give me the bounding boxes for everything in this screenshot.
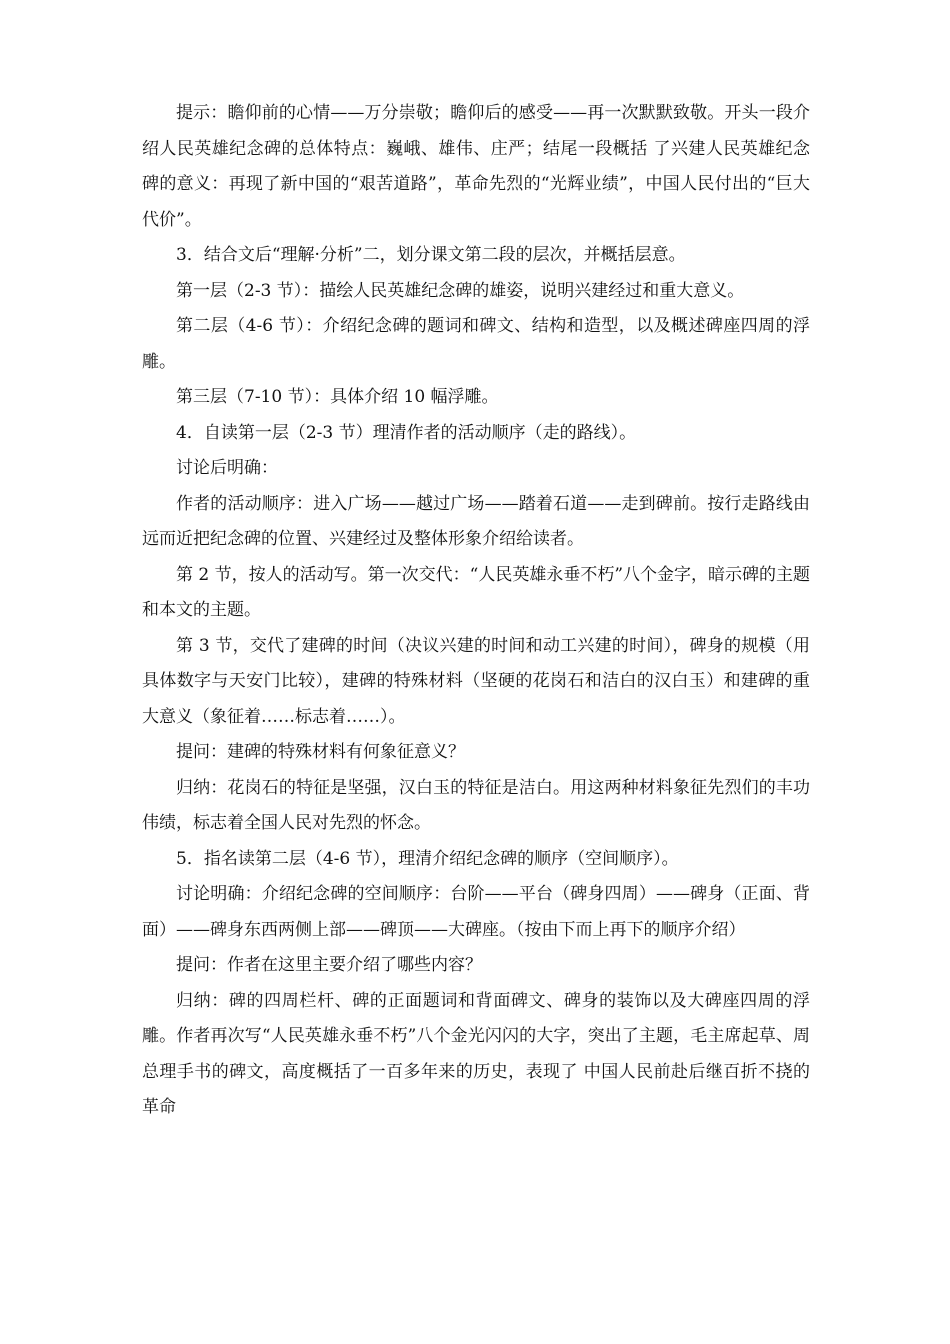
paragraph-layer-2: 第二层（4-6 节）：介绍纪念碑的题词和碑文、结构和造型，以及概述碑座四周的浮雕。 (142, 316, 810, 372)
paragraph-discussion-heading: 讨论后明确： (176, 458, 278, 478)
paragraph-spatial-order: 讨论明确：介绍纪念碑的空间顺序：台阶——平台（碑身四周）——碑身（正面、背面）——碑身东西两侧上部——碑顶——大碑座。（按由下而上再下的顺序介绍） (142, 884, 810, 940)
paragraph-question-5: 5．指名读第二层（4-6 节），理清介绍纪念碑的顺序（空间顺序）。 (176, 848, 679, 869)
paragraph-layer-3: 第三层（7-10 节）：具体介绍 10 幅浮雕。 (176, 387, 499, 407)
document-body (142, 96, 810, 1126)
paragraph-section-2: 第 2 节，按人的活动写。第一次交代：“人民英雄永垂不朽”八个金字，暗示碑的主题和本文的主题。 (142, 564, 811, 620)
paragraph-section-3: 第 3 节，交代了建碑的时间（决议兴建的时间和动工兴建的时间），碑身的规模（用具体数字与天安门比较），建碑的特殊材料（坚硬的花岗石和洁白的汉白玉）和建碑的重大意义（象征着……标志着……）。 (142, 635, 810, 727)
paragraph-question-4: 4．自读第一层（2-3 节）理清作者的活动顺序（走的路线）。 (176, 422, 637, 443)
paragraph-summary-material: 归纳：花岗石的特征是坚强，汉白玉的特征是洁白。用这两种材料象征先烈们的丰功伟绩，标志着全国人民对先烈的怀念。 (142, 777, 810, 833)
paragraph-activity-order: 作者的活动顺序：进入广场——越过广场——踏着石道——走到碑前。按行走路线由远而近把纪念碑的位置、兴建经过及整体形象介绍给读者。 (142, 493, 810, 549)
paragraph-summary-content: 归纳：碑的四周栏杆、碑的正面题词和背面碑文、碑身的装饰以及大碑座四周的浮雕。作者再次写“人民英雄永垂不朽”八个金光闪闪的大字，突出了主题，毛主席起草、周总理手书的碑文，高度概括了一百多年来的历史，表现了 中国人民前赴后继百折不挠的革命 (142, 990, 810, 1117)
paragraph-hint: 提示：瞻仰前的心情——万分崇敬；瞻仰后的感受——再一次默默致敬。开头一段介绍人民英雄纪念碑的总体特点：巍峨、雄伟、庄严；结尾一段概括 了兴建人民英雄纪念碑的意义：再现了新中国的“艰苦道路”，革命先烈的“光辉业绩”，中国人民付出的“巨大代价”。 (142, 103, 810, 230)
paragraph-question-material: 提问：建碑的特殊材料有何象征意义？ (176, 742, 465, 762)
paragraph-question-content: 提问：作者在这里主要介绍了哪些内容？ (176, 955, 482, 975)
paragraph-layer-1: 第一层（2-3 节）：描绘人民英雄纪念碑的雄姿，说明兴建经过和重大意义。 (176, 280, 745, 301)
paragraph-question-3: 3．结合文后“理解·分析”二，划分课文第二段的层次，并概括层意。 (176, 245, 686, 265)
